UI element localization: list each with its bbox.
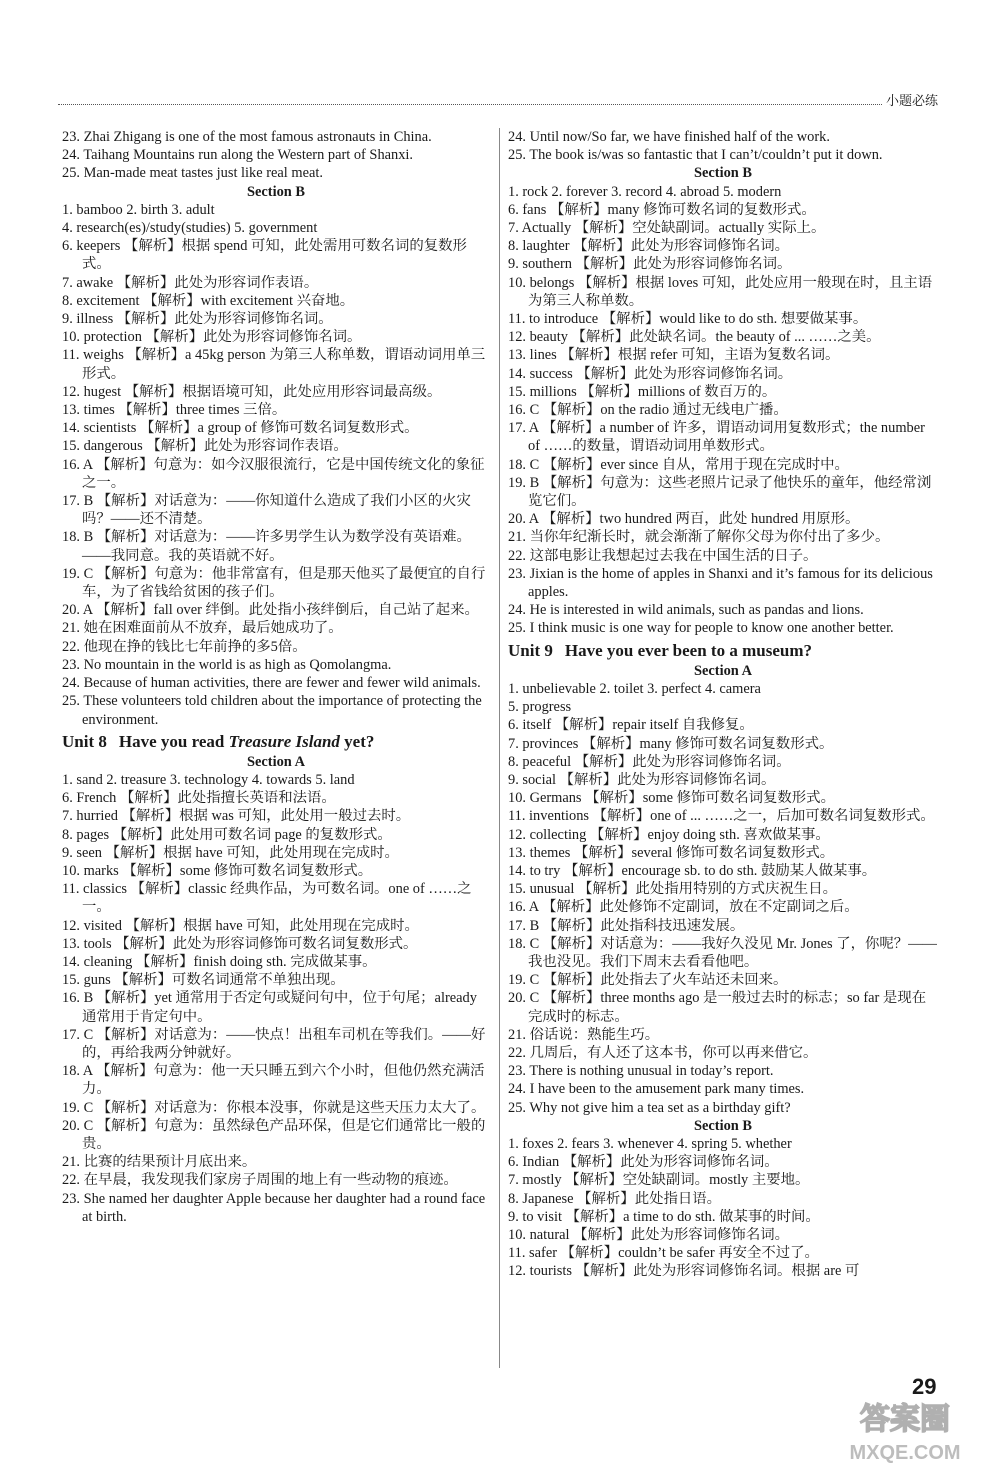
answer-item: 15. unusual 【解析】此处指用特别的方式庆祝生日。 [508,881,837,898]
answer-item: 11. safer 【解析】couldn’t be safer 再安全不过了。 [508,1245,819,1262]
answer-item: 1. unbelievable 2. toilet 3. perfect 4. camera [508,680,761,697]
answer-item: 7. mostly 【解析】空处缺副词。mostly 主要地。 [508,1172,810,1189]
answer-item: 6. keepers 【解析】根据 spend 可知，此处需用可数名词的复数形式。 [62,238,467,273]
answer-item: 17. B 【解析】对话意为：——你知道什么造成了我们小区的火灾吗？——还不清楚。 [62,493,471,528]
answer-item: 11. inventions 【解析】one of ... ……之一，后加可数名词复数形式。 [508,808,935,825]
answer-item: 24. He is interested in wild animals, such as pandas and lions. [508,602,864,619]
section-heading: Section A [247,753,305,770]
watermark-logo [820,1395,990,1467]
answer-item: 1. bamboo 2. birth 3. adult [62,201,215,218]
answer-item: 22. 这部电影让我想起过去我在中国生活的日子。 [508,547,818,564]
unit-heading [62,731,490,753]
unit-title-part: Have you read [118,731,229,751]
answer-item: 13. tools 【解析】此处为形容词修饰可数名词复数形式。 [62,935,418,952]
answer-item: 21. 俗话说：熟能生巧。 [508,1026,660,1043]
answer-item: 20. C 【解析】句意为：虽然绿色产品环保，但是它们通常比一般的贵。 [62,1117,486,1152]
answer-item: 19. B 【解析】句意为：这些老照片记录了他快乐的童年，他经常浏览它们。 [508,474,932,510]
answer-item: 7. awake 【解析】此处为形容词作表语。 [62,274,319,291]
section-heading: Section B [694,165,752,182]
answer-item: 25. Why not give him a tea set as a birthday gift? [508,1099,791,1116]
answer-item: 16. B 【解析】yet 通常用于否定句或疑问句中，位于句尾；already 通常用于肯定句中。 [62,990,477,1025]
answer-item: 15. dangerous 【解析】此处为形容词作表语。 [62,438,348,455]
answer-item: 24. Taihang Mountains run along the Western part of Shanxi. [62,147,414,164]
answer-item: 24. Because of human activities, there are fewer and fewer wild animals. [62,675,481,692]
answer-item: 15. guns 【解析】可数名词通常不单独出现。 [62,972,345,989]
answer-item: 25. The book is/was so fantastic that I can’t/couldn’t put it down. [508,147,883,164]
answer-item: 14. success 【解析】此处为形容词修饰名词。 [508,365,793,382]
answer-item: 18. C 【解析】ever since 自从，常用于现在完成时中。 [508,456,849,473]
answer-item: 15. millions 【解析】millions of 数百万的。 [508,383,777,400]
unit-title-part: Treasure Island [228,731,340,751]
answer-item: 1. foxes 2. fears 3. whenever 4. spring 5. whether [508,1135,792,1152]
answer-item: 16. C 【解析】on the radio 通过无线电广播。 [508,402,788,419]
answer-item: 5. progress [508,699,572,716]
answer-item: 6. itself 【解析】repair itself 自我修复。 [508,717,754,734]
answer-item: 25. These volunteers told children about the importance of protecting the environment. [62,693,482,728]
unit-heading [508,640,938,662]
answer-item: 6. Indian 【解析】此处为形容词修饰名词。 [508,1154,779,1171]
answer-item: 20. A 【解析】fall over 绊倒。此处指小孩绊倒后，自己站了起来。 [62,602,479,619]
answer-item: 12. beauty 【解析】此处缺名词。the beauty of ... ……之美。 [508,329,881,346]
answer-item: 21. 她在困难面前从不放弃，最后她成功了。 [62,620,343,637]
answer-item: 11. weighs 【解析】a 45kg person 为第三人称单数，谓语动词用单三形式。 [62,347,486,382]
answer-item: 23. There is nothing unusual in today’s report. [508,1063,774,1080]
answer-item: 8. excitement 【解析】with excitement 兴奋地。 [62,292,355,309]
unit-number: Unit 9 [508,640,553,660]
answer-item: 7. hurried 【解析】根据 was 可知，此处用一般过去时。 [62,808,411,825]
answer-item: 8. laughter 【解析】此处为形容词修饰名词。 [508,238,789,255]
answer-item: 9. illness 【解析】此处为形容词修饰名词。 [62,311,333,328]
answer-item: 19. C 【解析】对话意为：你根本没事，你就是这些天压力太大了。 [62,1099,486,1116]
answer-item: 10. natural 【解析】此处为形容词修饰名词。 [508,1226,789,1243]
answer-item: 12. visited 【解析】根据 have 可知，此处用现在完成时。 [62,917,419,934]
answer-item: 21. 比赛的结果预计月底出来。 [62,1154,257,1171]
answer-item: 23. Zhai Zhigang is one of the most famous astronauts in China. [62,129,432,145]
answer-item: 9. southern 【解析】此处为形容词修饰名词。 [508,256,792,273]
answer-item: 13. lines 【解析】根据 refer 可知，主语为复数名词。 [508,347,840,364]
answer-item: 18. A 【解析】句意为：他一天只睡五到六个小时，但他仍然充满活力。 [62,1063,485,1098]
answer-item: 8. peaceful 【解析】此处为形容词修饰名词。 [508,753,791,770]
answer-item: 12. collecting 【解析】enjoy doing sth. 喜欢做某事。 [508,826,830,843]
section-heading: Section B [247,183,305,200]
watermark-line2: MXQE.COM [849,1442,961,1464]
section-heading: Section B [694,1117,752,1134]
answer-item: 8. Japanese 【解析】此处指日语。 [508,1190,722,1207]
answer-item: 12. tourists 【解析】此处为形容词修饰名词。根据 are 可 [508,1263,860,1280]
answer-item: 10. protection 【解析】此处为形容词修饰名词。 [62,329,362,346]
answer-item: 16. A 【解析】句意为：如今汉服很流行，它是中国传统文化的象征之一。 [62,456,485,491]
answer-item: 12. hugest 【解析】根据语境可知，此处应用形容词最高级。 [62,383,442,400]
answer-item: 13. themes 【解析】several 修饰可数名词复数形式。 [508,844,835,861]
answer-item: 22. 在早晨，我发现我们家房子周围的地上有一些动物的痕迹。 [62,1172,458,1189]
answer-item: 18. C 【解析】对话意为：——我好久没见 Mr. Jones 了，你呢？——我也没见。我们下周末去看看他吧。 [508,935,937,970]
answer-item: 10. marks 【解析】some 修饰可数名词复数形式。 [62,862,373,879]
answer-item: 6. French 【解析】此处指擅长英语和法语。 [62,790,336,807]
answer-item: 24. I have been to the amusement park many times. [508,1081,805,1098]
answer-item: 24. Until now/So far, we have finished half of the work. [508,129,830,145]
answer-item: 16. A 【解析】此处修饰不定副词，放在不定副词之后。 [508,899,859,916]
answer-item: 18. B 【解析】对话意为：——许多男学生认为数学没有英语难。——我同意。我的英语就不好。 [62,529,471,564]
watermark-line1: 答案圈 [860,1402,950,1437]
answer-item: 14. cleaning 【解析】finish doing sth. 完成做某事。 [62,953,377,970]
answer-item: 23. No mountain in the world is as high as Qomolangma. [62,656,392,673]
answer-item: 6. fans 【解析】many 修饰可数名词的复数形式。 [508,201,816,218]
column-divider [499,128,500,1368]
answer-item: 17. A 【解析】a number of 许多，谓语动词用复数形式；the number of ……的数量，谓语动词用单数形式。 [508,420,925,455]
answer-item: 21. 当你年纪渐长时，就会渐渐了解你父母为你付出了多少。 [508,529,890,546]
answer-item: 14. to try 【解析】encourage sb. to do sth. 鼓励某人做某事。 [508,862,877,879]
answer-item: 20. A 【解析】two hundred 两百，此处 hundred 用原形。 [508,511,860,528]
answer-item: 7. provinces 【解析】many 修饰可数名词复数形式。 [508,735,834,752]
answer-item: 1. rock 2. forever 3. record 4. abroad 5. modern [508,183,782,200]
unit-title-part: Have you ever been to a museum? [564,640,812,660]
answer-item: 11. classics 【解析】classic 经典作品，为可数名词。one of ……之一。 [62,881,472,916]
unit-number: Unit 8 [62,731,107,751]
section-heading: Section A [694,662,752,679]
answer-item: 14. scientists 【解析】a group of 修饰可数名词复数形式。 [62,420,419,437]
answer-item: 8. pages 【解析】此处用可数名词 page 的复数形式。 [62,826,392,843]
answer-item: 9. to visit 【解析】a time to do sth. 做某事的时间。 [508,1208,820,1225]
answer-item: 22. 他现在挣的钱比七年前挣的多5倍。 [62,638,307,655]
answer-item: 10. Germans 【解析】some 修饰可数名词复数形式。 [508,790,835,807]
answer-item: 9. seen 【解析】根据 have 可知，此处用现在完成时。 [62,844,399,861]
header-rule [58,104,938,105]
answer-item: 17. B 【解析】此处指科技迅速发展。 [508,917,745,934]
right-column [508,128,938,1281]
left-column [62,128,490,1226]
answer-item: 4. research(es)/study(studies) 5. government [62,220,318,237]
answer-item: 23. Jixian is the home of apples in Shanxi and it’s famous for its delicious apples. [508,565,933,601]
unit-title-part: yet? [339,731,375,751]
answer-item: 19. C 【解析】此处指去了火车站还未回来。 [508,972,788,989]
answer-item: 23. She named her daughter Apple because her daughter had a round face at birth. [62,1190,486,1225]
answer-item: 7. Actually 【解析】空处缺副词。actually 实际上。 [508,220,826,237]
answer-item: 13. times 【解析】three times 三倍。 [62,402,287,419]
answer-item: 1. sand 2. treasure 3. technology 4. towards 5. land [62,771,355,788]
answer-item: 20. C 【解析】three months ago 是一般过去时的标志；so far 是现在完成时的标志。 [508,990,927,1025]
header-label: 小题必练 [882,90,938,109]
answer-item: 22. 几周后，有人还了这本书，你可以再来借它。 [508,1044,818,1061]
answer-item: 25. I think music is one way for people to know one another better. [508,620,894,637]
answer-item: 19. C 【解析】句意为：他非常富有，但是那天他买了最便宜的自行车，为了省钱给贫困的孩子们。 [62,565,486,601]
answer-item: 10. belongs 【解析】根据 loves 可知，此处应用一般现在时，且主语为第三人称单数。 [508,274,933,309]
answer-item: 9. social 【解析】此处为形容词修饰名词。 [508,771,776,788]
answer-item: 17. C 【解析】对话意为：——快点！出租车司机在等我们。——好的，再给我两分钟就好。 [62,1026,486,1061]
answer-item: 11. to introduce 【解析】would like to do sth. 想要做某事。 [508,311,868,328]
page-number: 29 [912,1374,937,1399]
answer-item: 25. Man-made meat tastes just like real meat. [62,165,323,182]
